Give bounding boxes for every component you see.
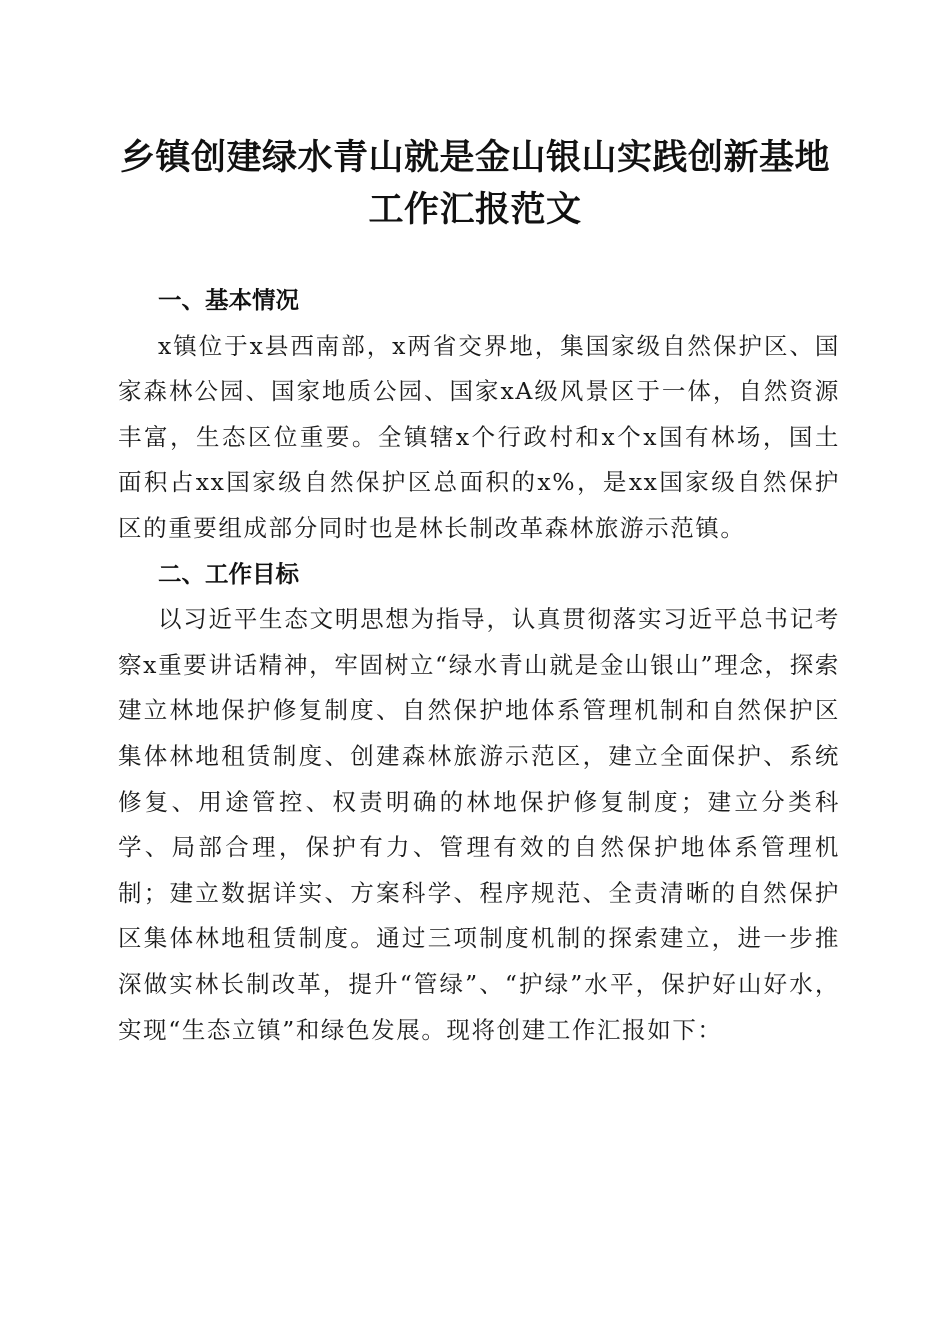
document-title: [60, 132, 890, 236]
section-heading-work-goals: 二、工作目标: [158, 559, 299, 588]
section-paragraph-basic-situation: x镇位于x县西南部，x两省交界地，集国家级自然保护区、国家森林公园、国家地质公园、国家xA级风景区于一体，自然资源丰富，生态区位重要。全镇辖x个行政村和x个x国有林场，国土面积占xx国家级自然保护区总面积的x%，是xx国家级自然保护区的重要组成部分同时也是林长制改革森林旅游示范镇。: [118, 331, 840, 542]
document-title-line-1: 乡镇创建绿水青山就是金山银山实践创新基地: [119, 137, 830, 178]
section-paragraph-work-goals: 以习近平生态文明思想为指导，认真贯彻落实习近平总书记考察x重要讲话精神，牢固树立“绿水青山就是金山银山”理念，探索建立林地保护修复制度、自然保护地体系管理机制和自然保护区集体林地租赁制度、创建森林旅游示范区，建立全面保护、系统修复、用途管控、权责明确的林地保护修复制度；建立分类科学、局部合理，保护有力、管理有效的自然保护地体系管理机制；建立数据详实、方案科学、程序规范、全责清晰的自然保护区集体林地租赁制度。通过三项制度机制的探索建立，进一步推深做实林长制改革，提升“管绿”、“护绿”水平，保护好山好水，实现“生态立镇”和绿色发展。现将创建工作汇报如下：: [118, 605, 840, 1044]
document-title-line-2: 工作汇报范文: [368, 189, 582, 230]
section-heading-basic-situation: 一、基本情况: [158, 286, 299, 314]
document-body: [118, 278, 840, 1053]
